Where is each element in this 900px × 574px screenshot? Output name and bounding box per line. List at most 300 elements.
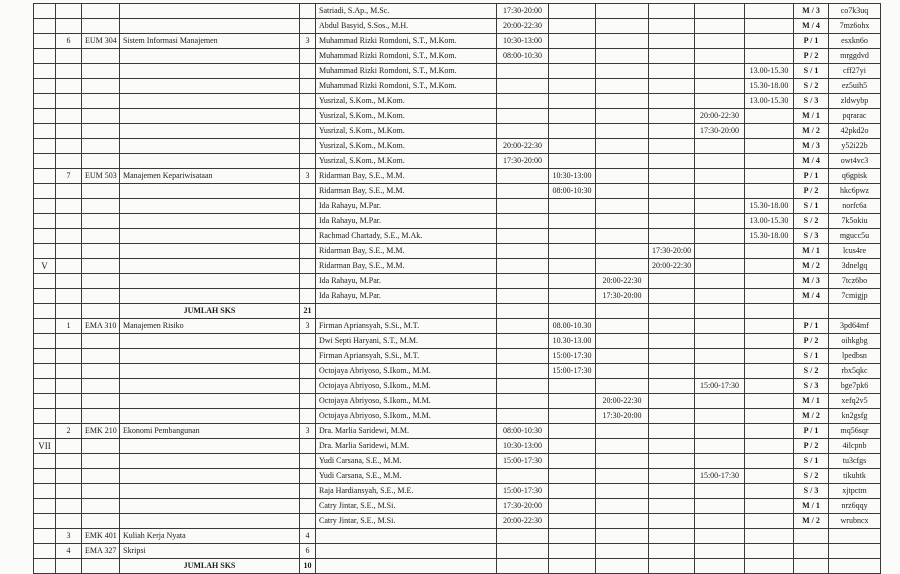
course-code-cell <box>82 514 120 529</box>
course-number-cell <box>56 184 82 199</box>
time-slot-cell <box>497 529 549 544</box>
semester-cell <box>34 199 56 214</box>
class-code-cell: P / 1 <box>794 319 829 334</box>
time-slot-cell: 17:30-20:00 <box>497 4 549 19</box>
lecturer-cell: Ida Rahayu, M.Par. <box>316 214 497 229</box>
time-slot-cell <box>596 169 649 184</box>
time-slot-cell <box>649 349 695 364</box>
semester-cell <box>34 229 56 244</box>
credits-cell: 10 <box>300 559 316 574</box>
schedule-row <box>34 469 881 484</box>
semester-cell: VII <box>34 439 56 454</box>
time-slot-cell <box>549 544 596 559</box>
time-slot-cell <box>497 124 549 139</box>
semester-cell <box>34 319 56 334</box>
semester-cell <box>34 334 56 349</box>
schedule-row <box>34 79 881 94</box>
semester-cell <box>34 139 56 154</box>
time-slot-cell <box>745 49 794 64</box>
class-code-cell <box>794 304 829 319</box>
time-slot-cell <box>596 559 649 574</box>
time-slot-cell: 17:30-20:00 <box>497 499 549 514</box>
credits-cell: 6 <box>300 544 316 559</box>
course-code-cell <box>82 469 120 484</box>
course-name-cell <box>120 139 300 154</box>
time-slot-cell <box>497 274 549 289</box>
class-token-cell: 7mz6ohx <box>829 19 881 34</box>
credits-cell <box>300 199 316 214</box>
time-slot-cell: 15:00-17:30 <box>695 379 745 394</box>
schedule-row <box>34 544 881 559</box>
time-slot-cell <box>549 34 596 49</box>
lecturer-cell <box>316 529 497 544</box>
time-slot-cell <box>649 334 695 349</box>
course-number-cell: 2 <box>56 424 82 439</box>
course-name-cell <box>120 499 300 514</box>
time-slot-cell: 15:00-17:30 <box>695 469 745 484</box>
time-slot-cell: 15:00-17:30 <box>497 454 549 469</box>
time-slot-cell: 15:00-17:30 <box>549 364 596 379</box>
time-slot-cell <box>497 244 549 259</box>
total-row <box>34 559 881 574</box>
time-slot-cell <box>497 394 549 409</box>
course-number-cell <box>56 154 82 169</box>
course-number-cell <box>56 259 82 274</box>
time-slot-cell <box>596 544 649 559</box>
time-slot-cell <box>596 139 649 154</box>
time-slot-cell <box>745 349 794 364</box>
time-slot-cell <box>596 319 649 334</box>
time-slot-cell <box>649 19 695 34</box>
class-code-cell: M / 3 <box>794 139 829 154</box>
time-slot-cell <box>649 124 695 139</box>
time-slot-cell <box>745 334 794 349</box>
time-slot-cell <box>649 199 695 214</box>
schedule-row <box>34 529 881 544</box>
lecturer-cell: Octojaya Abriyoso, S.Ikom., M.M. <box>316 394 497 409</box>
time-slot-cell: 17:30-20:00 <box>596 409 649 424</box>
time-slot-cell <box>745 424 794 439</box>
course-name-cell <box>120 439 300 454</box>
class-code-cell: M / 2 <box>794 259 829 274</box>
time-slot-cell <box>596 454 649 469</box>
time-slot-cell <box>649 94 695 109</box>
course-name-cell <box>120 79 300 94</box>
semester-cell <box>34 514 56 529</box>
time-slot-cell: 20:00-22:30 <box>596 274 649 289</box>
time-slot-cell <box>596 154 649 169</box>
time-slot-cell <box>549 94 596 109</box>
course-name-cell <box>120 109 300 124</box>
credits-cell <box>300 289 316 304</box>
schedule-row <box>34 214 881 229</box>
time-slot-cell <box>745 304 794 319</box>
credits-cell: 3 <box>300 34 316 49</box>
course-code-cell <box>82 124 120 139</box>
course-number-cell <box>56 109 82 124</box>
class-code-cell: M / 2 <box>794 409 829 424</box>
time-slot-cell <box>649 274 695 289</box>
schedule-row <box>34 439 881 454</box>
course-number-cell <box>56 274 82 289</box>
schedule-row <box>34 124 881 139</box>
lecturer-cell: Dwi Septi Haryani, S.T., M.M. <box>316 334 497 349</box>
time-slot-cell: 15.30-18.00 <box>745 199 794 214</box>
class-code-cell <box>794 544 829 559</box>
class-token-cell: mrggdvd <box>829 49 881 64</box>
time-slot-cell <box>695 79 745 94</box>
course-number-cell <box>56 139 82 154</box>
credits-cell <box>300 349 316 364</box>
time-slot-cell <box>596 469 649 484</box>
course-number-cell <box>56 19 82 34</box>
time-slot-cell <box>549 409 596 424</box>
semester-cell <box>34 49 56 64</box>
course-name-cell: Ekonomi Pembangunan <box>120 424 300 439</box>
time-slot-cell <box>649 214 695 229</box>
course-code-cell <box>82 454 120 469</box>
time-slot-cell <box>649 304 695 319</box>
time-slot-cell <box>745 514 794 529</box>
time-slot-cell <box>649 544 695 559</box>
time-slot-cell: 15.30-18.00 <box>745 79 794 94</box>
time-slot-cell <box>497 259 549 274</box>
course-name-cell <box>120 214 300 229</box>
time-slot-cell <box>596 124 649 139</box>
lecturer-cell: Octojaya Abriyoso, S.Ikom., M.M. <box>316 364 497 379</box>
schedule-row <box>34 259 881 274</box>
semester-cell <box>34 94 56 109</box>
time-slot-cell: 15:00-17:30 <box>549 349 596 364</box>
time-slot-cell <box>497 544 549 559</box>
time-slot-cell <box>695 199 745 214</box>
class-code-cell: M / 1 <box>794 499 829 514</box>
time-slot-cell: 10.30-13.00 <box>549 334 596 349</box>
semester-cell <box>34 409 56 424</box>
time-slot-cell <box>497 364 549 379</box>
course-code-cell <box>82 94 120 109</box>
course-name-cell <box>120 259 300 274</box>
class-token-cell: 42pkd2o <box>829 124 881 139</box>
course-code-cell <box>82 334 120 349</box>
class-code-cell <box>794 529 829 544</box>
time-slot-cell <box>497 109 549 124</box>
semester-cell <box>34 379 56 394</box>
course-number-cell <box>56 214 82 229</box>
course-name-cell <box>120 409 300 424</box>
time-slot-cell <box>549 229 596 244</box>
class-token-cell <box>829 544 881 559</box>
time-slot-cell <box>649 379 695 394</box>
time-slot-cell <box>695 499 745 514</box>
class-token-cell: y52i22b <box>829 139 881 154</box>
time-slot-cell <box>745 4 794 19</box>
class-token-cell: 7tcz6bo <box>829 274 881 289</box>
time-slot-cell <box>745 529 794 544</box>
class-token-cell: co7k3uq <box>829 4 881 19</box>
credits-cell <box>300 469 316 484</box>
time-slot-cell <box>695 274 745 289</box>
time-slot-cell <box>497 469 549 484</box>
semester-cell <box>34 154 56 169</box>
time-slot-cell: 08:00-10:30 <box>497 424 549 439</box>
semester-cell <box>34 364 56 379</box>
time-slot-cell <box>649 409 695 424</box>
time-slot-cell <box>745 139 794 154</box>
lecturer-cell: Yudi Carsana, S.E., M.M. <box>316 454 497 469</box>
time-slot-cell <box>649 529 695 544</box>
class-code-cell <box>794 559 829 574</box>
time-slot-cell <box>549 64 596 79</box>
time-slot-cell <box>695 409 745 424</box>
course-code-cell <box>82 499 120 514</box>
lecturer-cell: Ida Rahayu, M.Par. <box>316 289 497 304</box>
schedule-row <box>34 64 881 79</box>
time-slot-cell <box>745 169 794 184</box>
credits-cell <box>300 79 316 94</box>
course-number-cell <box>56 94 82 109</box>
time-slot-cell <box>596 349 649 364</box>
schedule-row <box>34 274 881 289</box>
course-number-cell <box>56 469 82 484</box>
schedule-row <box>34 424 881 439</box>
time-slot-cell <box>596 64 649 79</box>
course-number-cell <box>56 64 82 79</box>
semester-cell <box>34 544 56 559</box>
semester-cell <box>34 454 56 469</box>
schedule-row <box>34 169 881 184</box>
time-slot-cell <box>497 94 549 109</box>
class-token-cell: mgucc5u <box>829 229 881 244</box>
class-code-cell: S / 3 <box>794 379 829 394</box>
time-slot-cell <box>745 544 794 559</box>
time-slot-cell <box>745 499 794 514</box>
time-slot-cell <box>745 319 794 334</box>
class-code-cell: S / 1 <box>794 454 829 469</box>
class-token-cell: mq56sqr <box>829 424 881 439</box>
time-slot-cell <box>497 349 549 364</box>
credits-cell <box>300 394 316 409</box>
class-code-cell: S / 3 <box>794 94 829 109</box>
time-slot-cell <box>695 94 745 109</box>
semester-cell <box>34 499 56 514</box>
time-slot-cell: 20:00-22:30 <box>497 19 549 34</box>
class-token-cell: xjtpctm <box>829 484 881 499</box>
time-slot-cell <box>649 139 695 154</box>
course-name-cell: Skripsi <box>120 544 300 559</box>
time-slot-cell <box>695 304 745 319</box>
class-token-cell: wrubncx <box>829 514 881 529</box>
time-slot-cell <box>549 109 596 124</box>
time-slot-cell <box>497 409 549 424</box>
time-slot-cell <box>596 19 649 34</box>
time-slot-cell <box>596 244 649 259</box>
schedule-row <box>34 319 881 334</box>
lecturer-cell: Ridarman Bay, S.E., M.M. <box>316 259 497 274</box>
time-slot-cell <box>549 559 596 574</box>
class-token-cell: kn2gsfg <box>829 409 881 424</box>
time-slot-cell <box>649 154 695 169</box>
time-slot-cell <box>695 19 745 34</box>
course-code-cell <box>82 199 120 214</box>
time-slot-cell <box>549 259 596 274</box>
time-slot-cell <box>549 49 596 64</box>
time-slot-cell <box>649 4 695 19</box>
class-token-cell: tikuhtk <box>829 469 881 484</box>
credits-cell <box>300 4 316 19</box>
time-slot-cell <box>695 349 745 364</box>
lecturer-cell: Catry Jintar, S.E., M.Si. <box>316 514 497 529</box>
time-slot-cell <box>596 529 649 544</box>
credits-cell <box>300 214 316 229</box>
course-code-cell <box>82 109 120 124</box>
course-name-cell: JUMLAH SKS <box>120 304 300 319</box>
time-slot-cell <box>549 214 596 229</box>
time-slot-cell <box>549 244 596 259</box>
credits-cell <box>300 274 316 289</box>
schedule-row <box>34 199 881 214</box>
time-slot-cell <box>695 394 745 409</box>
time-slot-cell <box>649 514 695 529</box>
class-token-cell <box>829 529 881 544</box>
time-slot-cell <box>695 259 745 274</box>
class-token-cell: bge7pk6 <box>829 379 881 394</box>
lecturer-cell: Rachmad Chartady, S.E., M.Ak. <box>316 229 497 244</box>
credits-cell <box>300 124 316 139</box>
time-slot-cell <box>549 274 596 289</box>
class-code-cell: S / 2 <box>794 469 829 484</box>
lecturer-cell: Catry Jintar, S.E., M.Si. <box>316 499 497 514</box>
class-code-cell: P / 2 <box>794 49 829 64</box>
course-name-cell: JUMLAH SKS <box>120 559 300 574</box>
credits-cell <box>300 484 316 499</box>
time-slot-cell <box>549 4 596 19</box>
lecturer-cell <box>316 544 497 559</box>
course-number-cell <box>56 334 82 349</box>
credits-cell <box>300 184 316 199</box>
time-slot-cell <box>549 529 596 544</box>
semester-cell <box>34 349 56 364</box>
time-slot-cell <box>549 424 596 439</box>
course-number-cell <box>56 124 82 139</box>
class-code-cell: M / 1 <box>794 394 829 409</box>
time-slot-cell <box>497 304 549 319</box>
schedule-row <box>34 484 881 499</box>
time-slot-cell <box>695 334 745 349</box>
credits-cell <box>300 64 316 79</box>
semester-cell <box>34 484 56 499</box>
course-number-cell <box>56 199 82 214</box>
class-code-cell: M / 3 <box>794 274 829 289</box>
course-code-cell: EMA 327 <box>82 544 120 559</box>
semester-cell <box>34 274 56 289</box>
time-slot-cell <box>497 184 549 199</box>
time-slot-cell <box>549 154 596 169</box>
credits-cell <box>300 49 316 64</box>
credits-cell <box>300 244 316 259</box>
class-token-cell: tu3cfgs <box>829 454 881 469</box>
course-code-cell: EMK 210 <box>82 424 120 439</box>
time-slot-cell <box>549 304 596 319</box>
course-name-cell <box>120 154 300 169</box>
time-slot-cell <box>549 124 596 139</box>
course-name-cell: Manajemen Kepariwisataan <box>120 169 300 184</box>
time-slot-cell <box>745 244 794 259</box>
schedule-row <box>34 349 881 364</box>
time-slot-cell <box>497 229 549 244</box>
time-slot-cell <box>596 439 649 454</box>
credits-cell <box>300 409 316 424</box>
time-slot-cell <box>695 424 745 439</box>
course-code-cell <box>82 484 120 499</box>
semester-cell <box>34 109 56 124</box>
schedule-row <box>34 19 881 34</box>
class-code-cell: S / 3 <box>794 229 829 244</box>
time-slot-cell <box>649 454 695 469</box>
lecturer-cell <box>316 559 497 574</box>
credits-cell <box>300 154 316 169</box>
time-slot-cell <box>596 199 649 214</box>
time-slot-cell <box>549 379 596 394</box>
credits-cell <box>300 439 316 454</box>
time-slot-cell <box>596 424 649 439</box>
lecturer-cell: Ida Rahayu, M.Par. <box>316 274 497 289</box>
time-slot-cell: 17:30-20:00 <box>497 154 549 169</box>
schedule-row <box>34 4 881 19</box>
course-code-cell <box>82 304 120 319</box>
lecturer-cell: Octojaya Abriyoso, S.Ikom., M.M. <box>316 409 497 424</box>
course-number-cell <box>56 364 82 379</box>
time-slot-cell <box>549 199 596 214</box>
class-token-cell: q6gpisk <box>829 169 881 184</box>
course-name-cell <box>120 244 300 259</box>
credits-cell: 3 <box>300 424 316 439</box>
course-code-cell <box>82 349 120 364</box>
time-slot-cell <box>497 64 549 79</box>
time-slot-cell: 15.30-18.00 <box>745 229 794 244</box>
schedule-row <box>34 394 881 409</box>
class-token-cell: 7k5okiu <box>829 214 881 229</box>
semester-cell <box>34 394 56 409</box>
time-slot-cell <box>695 169 745 184</box>
time-slot-cell <box>695 484 745 499</box>
time-slot-cell <box>745 559 794 574</box>
course-code-cell <box>82 409 120 424</box>
schedule-row <box>34 109 881 124</box>
credits-cell <box>300 259 316 274</box>
course-number-cell <box>56 514 82 529</box>
time-slot-cell <box>596 214 649 229</box>
schedule-row <box>34 184 881 199</box>
semester-cell <box>34 64 56 79</box>
semester-cell: V <box>34 259 56 274</box>
semester-cell <box>34 304 56 319</box>
lecturer-cell: Ridarman Bay, S.E., M.M. <box>316 184 497 199</box>
time-slot-cell <box>649 184 695 199</box>
class-code-cell: P / 2 <box>794 334 829 349</box>
lecturer-cell: Ridarman Bay, S.E., M.M. <box>316 244 497 259</box>
schedule-row <box>34 514 881 529</box>
time-slot-cell <box>695 529 745 544</box>
lecturer-cell <box>316 304 497 319</box>
class-token-cell: cff27yi <box>829 64 881 79</box>
credits-cell <box>300 334 316 349</box>
course-code-cell: EMA 310 <box>82 319 120 334</box>
time-slot-cell: 17:30-20:00 <box>596 289 649 304</box>
credits-cell <box>300 364 316 379</box>
time-slot-cell <box>745 184 794 199</box>
course-code-cell <box>82 79 120 94</box>
